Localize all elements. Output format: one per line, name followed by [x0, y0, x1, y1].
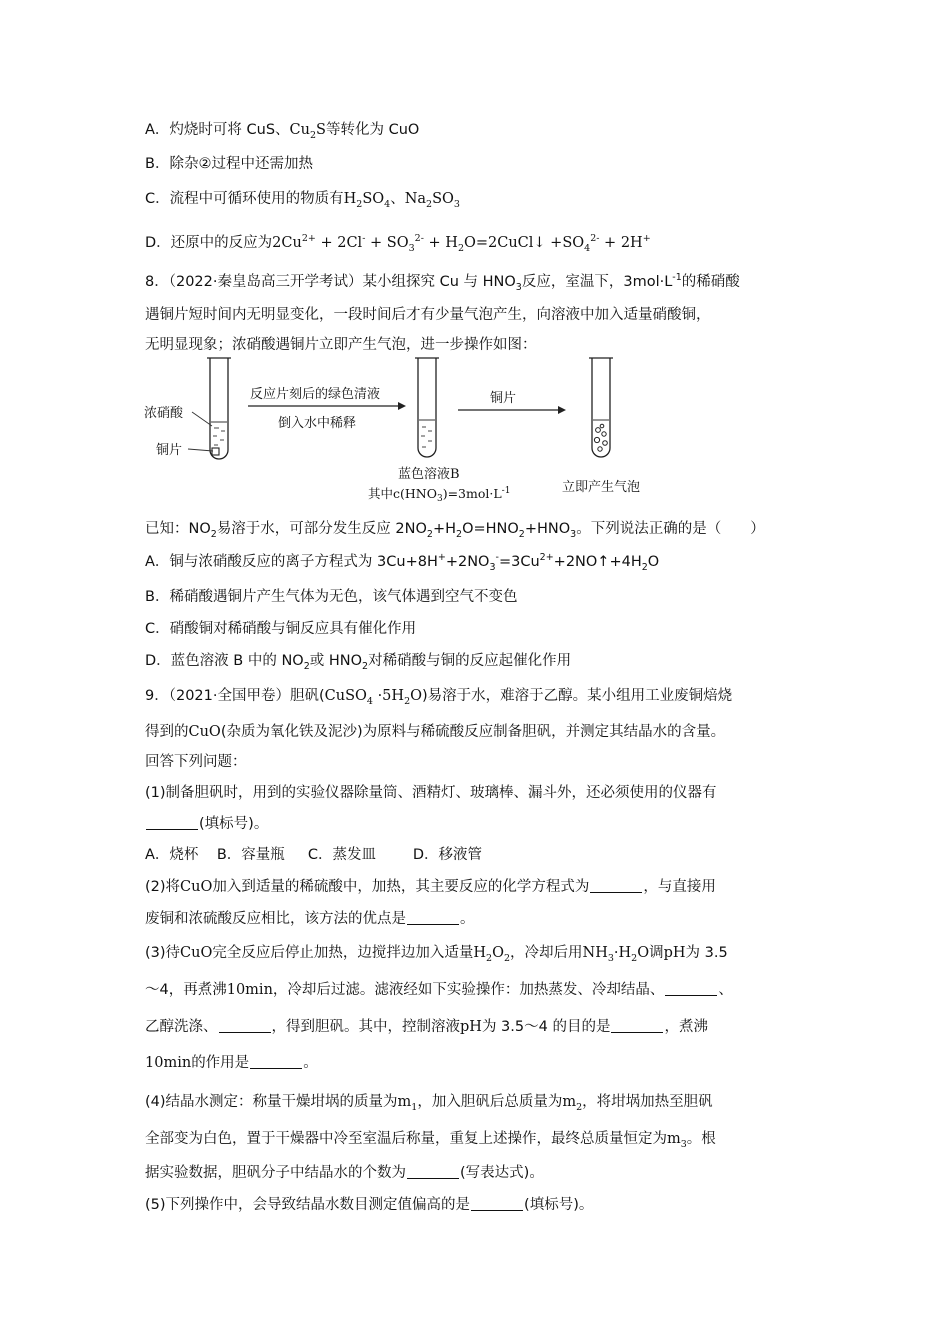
q9-part1-line-1: (1)制备胆矾时，用到的实验仪器除量筒、酒精灯、玻璃棒、漏斗外，还必须使用的仪器有 [145, 785, 717, 801]
q8-known: 已知：$NO_2$易溶于水，可部分发生反应 $2NO_2+H_2O=HNO_2+HNO_3$。下列说法正确的是（ ） [145, 521, 765, 540]
q9-part5-line-1: (5)下列操作中，会导致结晶水数目测定值偏高的是 (填标号)。 [145, 1197, 594, 1213]
answer-blank[interactable] [146, 815, 198, 830]
q9-stem-line-1: 9．（2021·全国甲卷）胆矾(CuSO$_4$ $\cdot 5H_2O$)易溶于水，难溶于乙醇。某小组用工业废铜焙烧 [145, 688, 733, 707]
test-tube-2 [415, 358, 439, 457]
q9-part4-line-2: 全部变为白色，置于干燥器中冷至室温后称量，重复上述操作，最终总质量恒定为$m_3$。根 [145, 1131, 716, 1150]
arrow1-bottom-label: 倒入水中稀释 [278, 416, 357, 431]
q9-part3-line-4: 10min的作用是 。 [145, 1055, 318, 1071]
test-tube-3 [589, 358, 613, 457]
q8-stem-line-1: 8．（2022·秦皇岛高三开学考试）某小组探究 Cu 与 $HNO_3$反应，室温下，$3mol\cdot L^{-1}$的稀硝酸 [145, 272, 740, 293]
q8-option-d: D．蓝色溶液 B 中的 $NO_2$或 $HNO_2$对稀硝酸与铜的反应起催化作用 [145, 653, 572, 672]
answer-blank[interactable] [665, 981, 717, 996]
q7-option-c: C．流程中可循环使用的物质有$H_2SO_4$、$Na_2SO_3$ [145, 191, 460, 210]
q9-part4-line-1: (4)结晶水测定：称量干燥坩埚的质量为$m_1$，加入胆矾后总质量为$m_2$，将坩埚加热至胆矾 [145, 1094, 713, 1113]
q7-option-b: B．除杂②过程中还需加热 [145, 156, 313, 172]
q8-option-c: C．硝酸铜对稀硝酸与铜反应具有催化作用 [145, 621, 417, 637]
q7-option-d: D．还原中的反应为$2Cu^{2+} + 2Cl^- + SO_3^{2-}$ + $H_2O=2CuCl↓ +SO_4^{2-} + 2H^+$ [145, 233, 651, 254]
q9-part1-options: A．烧杯 B．容量瓶 C．蒸发皿 D．移液管 [145, 847, 483, 863]
arrow2-top-label: 铜片 [490, 391, 517, 406]
answer-blank[interactable] [407, 910, 459, 925]
experiment-figure [140, 350, 660, 510]
answer-blank[interactable] [219, 1018, 271, 1033]
tube3-label: 立即产生气泡 [562, 480, 641, 495]
tube2-concentration: 其中$c(HNO_3)=3mol\cdot L^{-1}$ [368, 486, 511, 504]
q9-part2-line-1: (2)将CuO加入到适量的稀硫酸中，加热，其主要反应的化学方程式为 ，与直接用 [145, 879, 716, 895]
answer-blank[interactable] [611, 1018, 663, 1033]
test-tube-1 [207, 358, 231, 459]
q9-stem-line-3: 回答下列问题： [145, 754, 247, 770]
q9-part3-line-2: ～4，再煮沸10min，冷却后过滤。滤液经如下实验操作：加热蒸发、冷却结晶、 、 [145, 982, 733, 998]
q9-part1-line-2: (填标号)。 [145, 814, 268, 834]
q9-part3-line-3: 乙醇洗涤、 ，得到胆矾。其中，控制溶液pH为 3.5～4 的目的是 ，煮沸 [145, 1019, 708, 1035]
answer-blank[interactable] [471, 1196, 523, 1211]
q8-option-b: B．稀硝酸遇铜片产生气体为无色，该气体遇到空气不变色 [145, 589, 518, 605]
q7-option-a: A．灼烧时可将 CuS、$Cu_2S$等转化为 CuO [145, 122, 420, 141]
q9-part3-line-1: (3)待CuO完全反应后停止加热，边搅拌边加入适量$H_2O_2$，冷却后用$NH_3\cdot H_2O$调pH为 3.5 [145, 945, 728, 964]
q8-stem-line-3: 无明显现象；浓硝酸遇铜片立即产生气泡，进一步操作如图： [145, 337, 537, 353]
q9-part2-line-2: 废铜和浓硫酸反应相比，该方法的优点是 。 [145, 911, 475, 927]
q9-part4-line-3: 据实验数据，胆矾分子中结晶水的个数为 (写表达式)。 [145, 1165, 544, 1181]
q8-option-a: A．铜与浓硝酸反应的离子方程式为 $3Cu+8H^++2NO_3^-=3Cu^{2+}+2NO↑+4H_2O$ [145, 552, 660, 573]
q8-stem-line-2: 遇铜片短时间内无明显变化，一段时间后才有少量气泡产生，向溶液中加入适量硝酸铜， [145, 307, 711, 323]
label-copper-sheet: 铜片 [156, 443, 183, 458]
arrow1-top-label: 反应片刻后的绿色清液 [250, 387, 381, 402]
q9-stem-line-2: 得到的CuO(杂质为氧化铁及泥沙)为原料与稀硫酸反应制备胆矾，并测定其结晶水的含量。 [145, 724, 726, 740]
tube2-label: 蓝色溶液B [398, 467, 460, 482]
answer-blank[interactable] [407, 1164, 459, 1179]
label-concentrated-nitric-acid: 浓硝酸 [144, 406, 184, 421]
answer-blank[interactable] [250, 1054, 302, 1069]
answer-blank[interactable] [590, 878, 642, 893]
